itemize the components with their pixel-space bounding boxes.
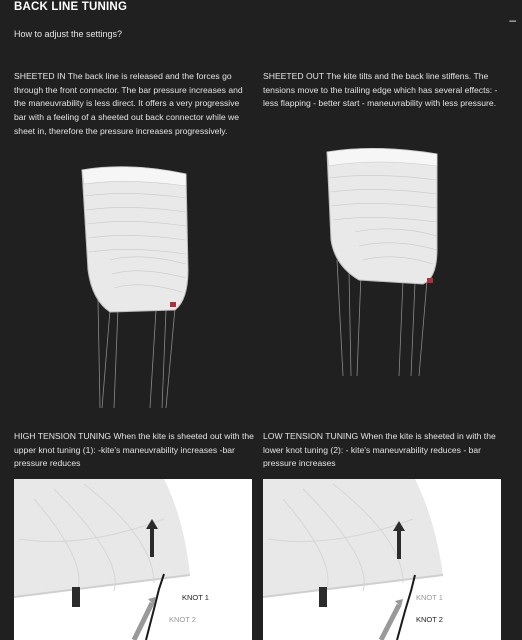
section-subtitle[interactable]: How to adjust the settings?	[14, 29, 123, 39]
sheeted-in-description: SHEETED IN The back line is released and the forces go through the front connector. The bar pressure increases and the maneuvrability is less direct. It offers a very progressive bar with a feeling of a sheeted out back connector while we sheet in, therefore the pressure increases progressively.	[14, 71, 243, 136]
kite-sheeted-out-illustration	[315, 140, 450, 380]
knot-2-label: KNOT 2	[416, 615, 443, 624]
high-tension-description: HIGH TENSION TUNING When the kite is sheeted out with the upper knot tuning (1): -kite's maneuvrability increases -bar pressure reduces	[14, 431, 254, 469]
kite-sheeted-in-illustration	[70, 160, 200, 412]
knot-2-label: KNOT 2	[169, 615, 196, 624]
knot-1-label: KNOT 1	[182, 593, 209, 602]
low-tension-description: LOW TENSION TUNING When the kite is sheeted in with the lower knot tuning (2): - kite's maneuvrability reduces - bar pressure increases	[263, 431, 496, 469]
knot-1-label: KNOT 1	[416, 593, 443, 602]
sheeted-out-description: SHEETED OUT The kite tilts and the back line stiffens. The tensions move to the trailing edge which has several effects: - less flapping - better start - maneuvrability with less pressure.	[263, 71, 498, 109]
high-tension-photo	[14, 479, 252, 640]
collapse-icon[interactable]: –	[509, 13, 516, 27]
low-tension-photo	[263, 479, 501, 640]
section-title: BACK LINE TUNING	[14, 1, 128, 13]
